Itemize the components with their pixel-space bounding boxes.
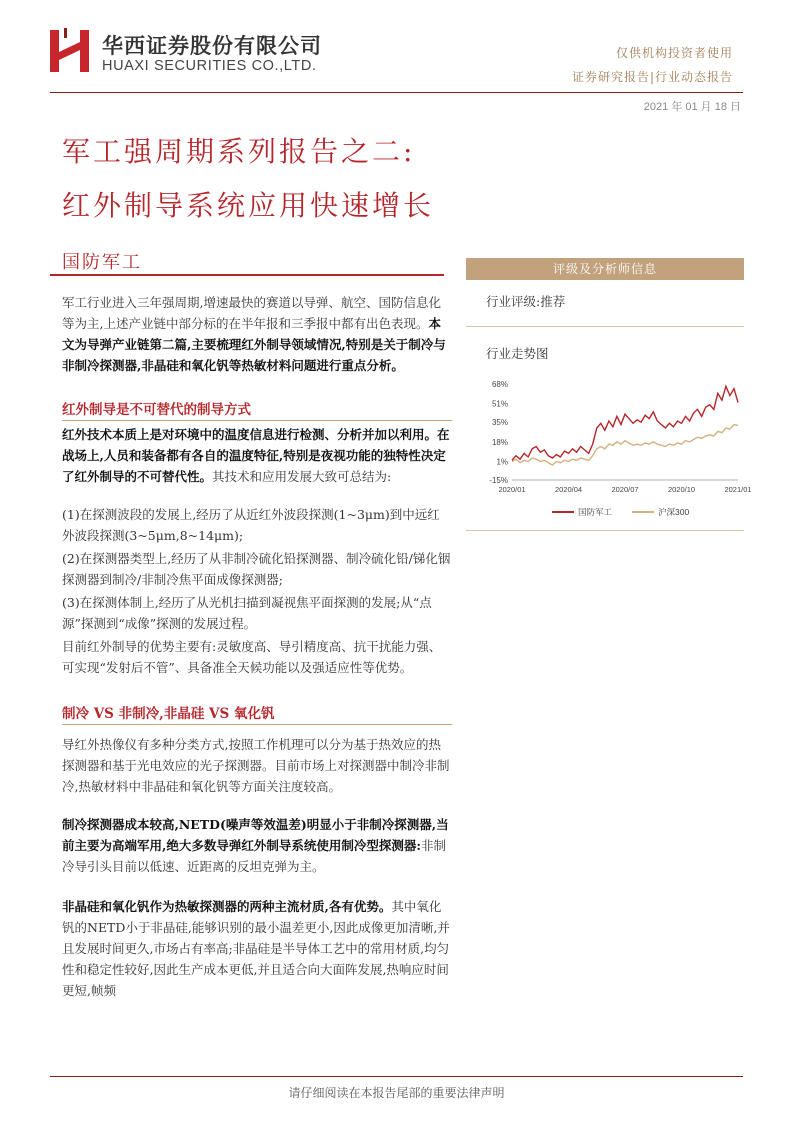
x-tick-label: 2020/04 <box>554 485 583 494</box>
legal-disclaimer-note: 请仔细阅读在本报告尾部的重要法律声明 <box>288 1086 505 1100</box>
company-logo-icon <box>50 28 94 74</box>
x-tick-label: 2021/01 <box>724 485 752 494</box>
sidebar-divider-bottom <box>466 530 744 531</box>
analyst-info-header: 评级及分析师信息 <box>466 258 744 280</box>
section2-text: 非制冷导引头目前以低速、近距离的反坦克弹为主。 <box>62 838 446 874</box>
section2-divider <box>62 724 452 725</box>
legend-label-industry: 国防军工 <box>578 507 613 517</box>
section2-bold-text: 制冷探测器成本较高,NETD(噪声等效温差)明显小于非制冷探测器,当前主要为高端军用,绝大多数导弹红外制导系统使用制冷型探测器: <box>62 817 449 853</box>
x-tick-label: 2020/10 <box>667 485 696 494</box>
report-title-line2: 红外制导系统应用快速增长 <box>62 189 435 222</box>
sector-divider <box>50 274 444 276</box>
section1-item2: (2)在探测器类型上,经历了从非制冷硫化铅探测器、制冷硫化铅/锑化铟探测器到制冷/非制冷焦平面成像探测器; <box>62 551 451 587</box>
x-tick-label: 2020/07 <box>611 485 639 494</box>
legend-label-hs300: 沪深300 <box>658 507 690 517</box>
section2-paragraph2 <box>62 814 452 877</box>
section1-heading: 红外制导是不可替代的制导方式 <box>62 402 251 418</box>
industry-trend-chart <box>476 372 752 522</box>
series-line-industry <box>512 386 738 460</box>
y-tick-label: 1% <box>496 457 508 467</box>
company-name-en: HUAXI SECURITIES CO.,LTD. <box>102 58 317 74</box>
section2-paragraph3 <box>62 896 452 1001</box>
industry-rating: 行业评级:推荐 <box>486 294 566 309</box>
y-tick-label: 18% <box>491 437 508 447</box>
x-tick-label: 2020/01 <box>498 485 526 494</box>
trend-chart-title: 行业走势图 <box>486 346 549 361</box>
section2-text-2: 其中氧化钒的NETD小于非晶硅,能够识别的最小温差更小,因此成像更加清晰,并且发展时间更久,市场占有率高;非晶硅是半导体工艺中的常用材质,均匀性和稳定性较好,因此生产成本更低,并且适合向大面阵发展,热响应时间更短,帧频 <box>62 899 450 998</box>
header-divider <box>50 92 743 93</box>
section1-bold-text: 红外技术本质上是对环境中的温度信息进行检测、分析并加以利用。在战场上,人员和装备都有各自的温度特征,特别是夜视功能的独特性决定了红外制导的不可替代性。 <box>62 427 450 484</box>
y-tick-label: 51% <box>491 399 508 409</box>
section1-item1: (1)在探测波段的发展上,经历了从近红外波段探测(1~3μm)到中远红外波段探测(3~5μm,8~14μm); <box>62 507 440 543</box>
section1-text: 其技术和应用发展大致可总结为: <box>212 469 392 484</box>
section1-item3: (3)在探测体制上,经历了从光机扫描到凝视焦平面探测的发展;从“点源”探测到“成像”探测的发展过程。 <box>62 595 432 631</box>
section1-divider <box>62 420 452 421</box>
intro-paragraph <box>62 292 452 376</box>
y-tick-label: 68% <box>491 380 508 389</box>
audience-note: 仅供机构投资者使用 <box>615 46 733 60</box>
company-name-cn: 华西证券股份有限公司 <box>102 34 322 58</box>
report-category: 证券研究报告|行业动态报告 <box>571 70 733 84</box>
footer-divider <box>50 1076 743 1077</box>
intro-bold-text: 本文为导弹产业链第二篇,主要梳理红外制导领域情况,特别是关于制冷与非制冷探测器,非晶硅和氧化钒等热敏材料问题进行重点分析。 <box>62 316 446 373</box>
section1-paragraph2: 目前红外制导的优势主要有:灵敏度高、导引精度高、抗干扰能力强、可实现“发射后不管”、具备准全天候功能以及强适应性等优势。 <box>62 639 442 675</box>
report-title-line1: 军工强周期系列报告之二: <box>62 135 416 168</box>
sector-label: 国防军工 <box>62 252 142 273</box>
series-line-hs300 <box>512 425 738 466</box>
section1-paragraph1 <box>62 424 452 487</box>
y-tick-label: 35% <box>491 418 508 428</box>
section2-heading: 制冷 VS 非制冷,非晶硅 VS 氧化钒 <box>62 706 275 722</box>
y-tick-label: -15% <box>489 476 508 485</box>
section2-bold-text-2: 非晶硅和氧化钒作为热敏探测器的两种主流材质,各有优势。 <box>62 899 392 914</box>
sidebar-divider <box>466 326 744 327</box>
report-date: 2021 年 01 月 18 日 <box>643 101 741 113</box>
section2-paragraph1: 导红外热像仪有多种分类方式,按照工作机理可以分为基于热效应的热探测器和基于光电效应的光子探测器。目前市场上对探测器中制冷非制冷,热敏材料中非晶硅和氧化钒等方面关注度较高。 <box>62 737 450 794</box>
intro-text: 军工行业进入三年强周期,增速最快的赛道以导弹、航空、国防信息化等为主,上述产业链中部分标的在半年报和三季报中都有出色表现。 <box>62 295 441 331</box>
